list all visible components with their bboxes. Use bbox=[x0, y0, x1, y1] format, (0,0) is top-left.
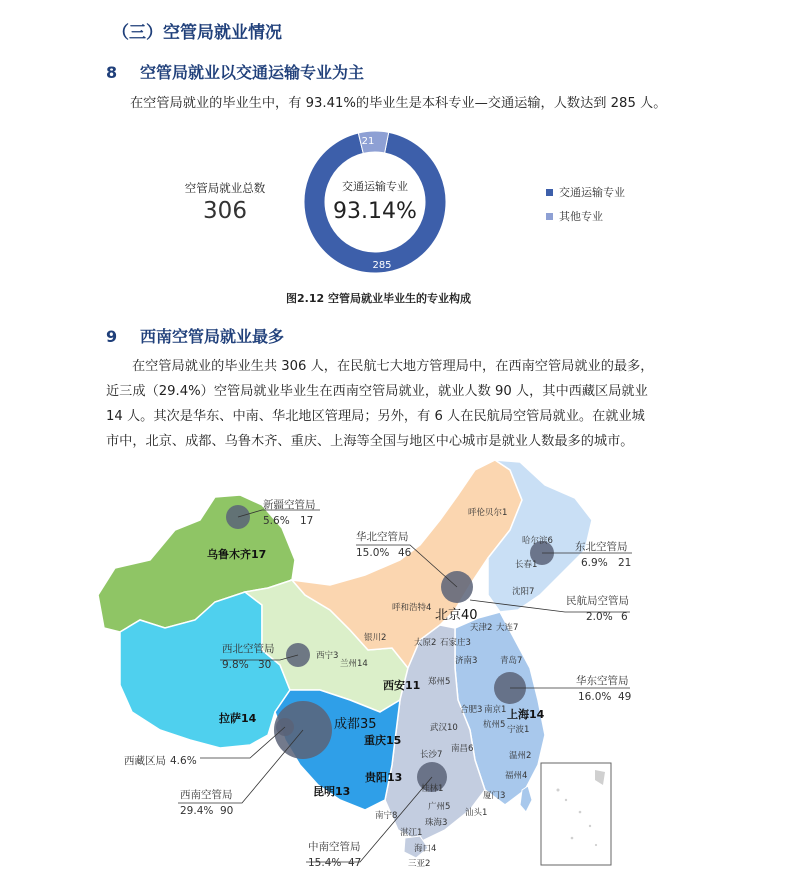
section-title: （三）空管局就业情况 bbox=[112, 23, 282, 43]
figure-caption: 图2.12 空管局就业毕业生的专业构成 bbox=[286, 292, 471, 305]
city-label-bold: 重庆15 bbox=[364, 734, 402, 747]
china-map bbox=[0, 440, 792, 871]
city-label: 湛江1 bbox=[400, 828, 423, 838]
region-label-pct: 4.6% bbox=[170, 755, 197, 767]
legend-swatch-other bbox=[546, 213, 553, 220]
city-label: 汕头1 bbox=[465, 808, 488, 818]
city-label: 哈尔滨6 bbox=[522, 536, 553, 546]
region-label-name: 西藏区局 bbox=[124, 755, 166, 767]
paragraph-9-line: 在空管局就业的毕业生共 306 人，在民航七大地方管理局中，在西南空管局就业的最多， bbox=[132, 359, 654, 374]
region-label-name: 新疆空管局 bbox=[263, 499, 316, 511]
city-label: 长沙7 bbox=[420, 750, 443, 760]
region-label-pct: 15.4% bbox=[308, 857, 342, 869]
region-taiwan bbox=[520, 786, 532, 812]
region-label-name: 华北空管局 bbox=[356, 531, 409, 543]
city-label: 呼和浩特4 bbox=[392, 603, 432, 613]
region-label-count: 47 bbox=[348, 857, 362, 869]
city-label: 银川2 bbox=[364, 633, 387, 643]
paragraph-8: 在空管局就业的毕业生中，有 93.41%的毕业生是本科专业—交通运输，人数达到 285 人。 bbox=[130, 96, 667, 111]
region-label-pct: 15.0% bbox=[356, 547, 390, 559]
city-label: 天津2 bbox=[470, 623, 493, 633]
city-label-bold: 西安11 bbox=[383, 679, 421, 692]
region-label-pct: 16.0% bbox=[578, 691, 612, 703]
city-label: 南昌6 bbox=[451, 744, 474, 754]
city-label: 济南3 bbox=[455, 656, 478, 666]
heading-8-title: 空管局就业以交通运输专业为主 bbox=[140, 63, 365, 82]
paragraph-9-line: 市中，北京、成都、乌鲁木齐、重庆、上海等全国与地区中心城市是就业人数最多的城市。 bbox=[106, 434, 634, 449]
city-label: 珠海3 bbox=[425, 818, 448, 828]
total-value: 306 bbox=[203, 198, 247, 224]
legend-label-other: 其他专业 bbox=[559, 210, 603, 223]
paragraph-9-line: 14 人。其次是华东、中南、华北地区管理局；另外，有 6 人在民航局空管局就业。在就业城 bbox=[106, 409, 645, 424]
city-label: 大连7 bbox=[496, 623, 519, 633]
city-label-bold: 乌鲁木齐17 bbox=[207, 548, 267, 561]
city-label: 广州5 bbox=[428, 802, 451, 812]
city-label: 桂林1 bbox=[421, 784, 444, 794]
donut-legend bbox=[546, 184, 625, 224]
legend-item-main bbox=[546, 184, 625, 200]
city-label: 南京1 bbox=[484, 705, 507, 715]
donut-center-label: 交通运输专业 bbox=[342, 180, 408, 193]
region-label-count: 6 bbox=[621, 611, 628, 623]
region-label-count: 21 bbox=[618, 557, 632, 569]
city-label: 宁波1 bbox=[507, 725, 530, 735]
city-label: 合肥3 bbox=[460, 705, 483, 715]
total-label: 空管局就业总数 bbox=[184, 181, 266, 195]
donut-slice-label-main: 285 bbox=[372, 260, 392, 271]
region-label-count: 17 bbox=[300, 515, 314, 527]
region-label-count: 90 bbox=[220, 805, 234, 817]
legend-item-other bbox=[546, 208, 625, 224]
city-label: 呼伦贝尔1 bbox=[468, 508, 508, 518]
city-label-bold: 成都35 bbox=[334, 717, 377, 732]
region-label-pct: 29.4% bbox=[180, 805, 214, 817]
region-label-count: 30 bbox=[258, 659, 272, 671]
heading-9-number: 9 bbox=[106, 327, 118, 346]
region-label-name: 民航局空管局 bbox=[566, 595, 629, 607]
heading-8 bbox=[106, 60, 364, 83]
region-label-name: 华东空管局 bbox=[576, 675, 629, 687]
city-label: 郑州5 bbox=[428, 677, 451, 687]
region-label-name: 东北空管局 bbox=[575, 541, 628, 553]
city-label: 西宁3 bbox=[316, 651, 339, 661]
city-label: 石家庄3 bbox=[440, 638, 471, 648]
region-label-count: 49 bbox=[618, 691, 632, 703]
city-label-bold: 北京40 bbox=[435, 608, 478, 623]
region-label-pct: 9.8% bbox=[222, 659, 249, 671]
region-label-name: 西南空管局 bbox=[180, 789, 233, 801]
donut-chart bbox=[300, 128, 450, 276]
city-label: 兰州14 bbox=[340, 659, 368, 669]
legend-swatch-main bbox=[546, 189, 553, 196]
city-label: 三亚2 bbox=[408, 859, 431, 869]
city-label: 武汉10 bbox=[430, 723, 458, 733]
city-label: 海口4 bbox=[414, 844, 437, 854]
city-label: 太原2 bbox=[414, 638, 437, 648]
region-label-pct: 5.6% bbox=[263, 515, 290, 527]
region-label-pct: 6.9% bbox=[581, 557, 608, 569]
region-label-pct: 2.0% bbox=[586, 611, 613, 623]
city-label-bold: 上海14 bbox=[507, 708, 545, 721]
city-label: 杭州5 bbox=[483, 720, 506, 730]
heading-8-number: 8 bbox=[106, 63, 118, 82]
city-label: 青岛7 bbox=[500, 656, 523, 666]
heading-9 bbox=[106, 324, 284, 347]
paragraph-9 bbox=[106, 354, 786, 454]
paragraph-9-line: 近三成（29.4%）空管局就业毕业生在西南空管局就业，就业人数 90 人，其中西藏区局就业 bbox=[106, 384, 648, 399]
city-label-bold: 拉萨14 bbox=[219, 712, 257, 725]
city-label: 福州4 bbox=[505, 771, 528, 781]
city-label-bold: 贵阳13 bbox=[365, 771, 403, 784]
legend-label-main: 交通运输专业 bbox=[559, 186, 625, 199]
city-label: 温州2 bbox=[509, 751, 532, 761]
city-label: 南宁8 bbox=[375, 811, 398, 821]
heading-9-title: 西南空管局就业最多 bbox=[140, 327, 285, 346]
donut-center-percent: 93.14% bbox=[333, 199, 417, 224]
city-label: 长春1 bbox=[515, 560, 538, 570]
city-label: 沈阳7 bbox=[512, 587, 535, 597]
region-label-count: 46 bbox=[398, 547, 412, 559]
region-label-name: 西北空管局 bbox=[222, 643, 275, 655]
city-label: 厦门3 bbox=[483, 791, 506, 801]
donut-slice-label-other: 21 bbox=[361, 136, 375, 147]
city-label-bold: 昆明13 bbox=[313, 785, 351, 798]
region-label-name: 中南空管局 bbox=[308, 841, 361, 853]
